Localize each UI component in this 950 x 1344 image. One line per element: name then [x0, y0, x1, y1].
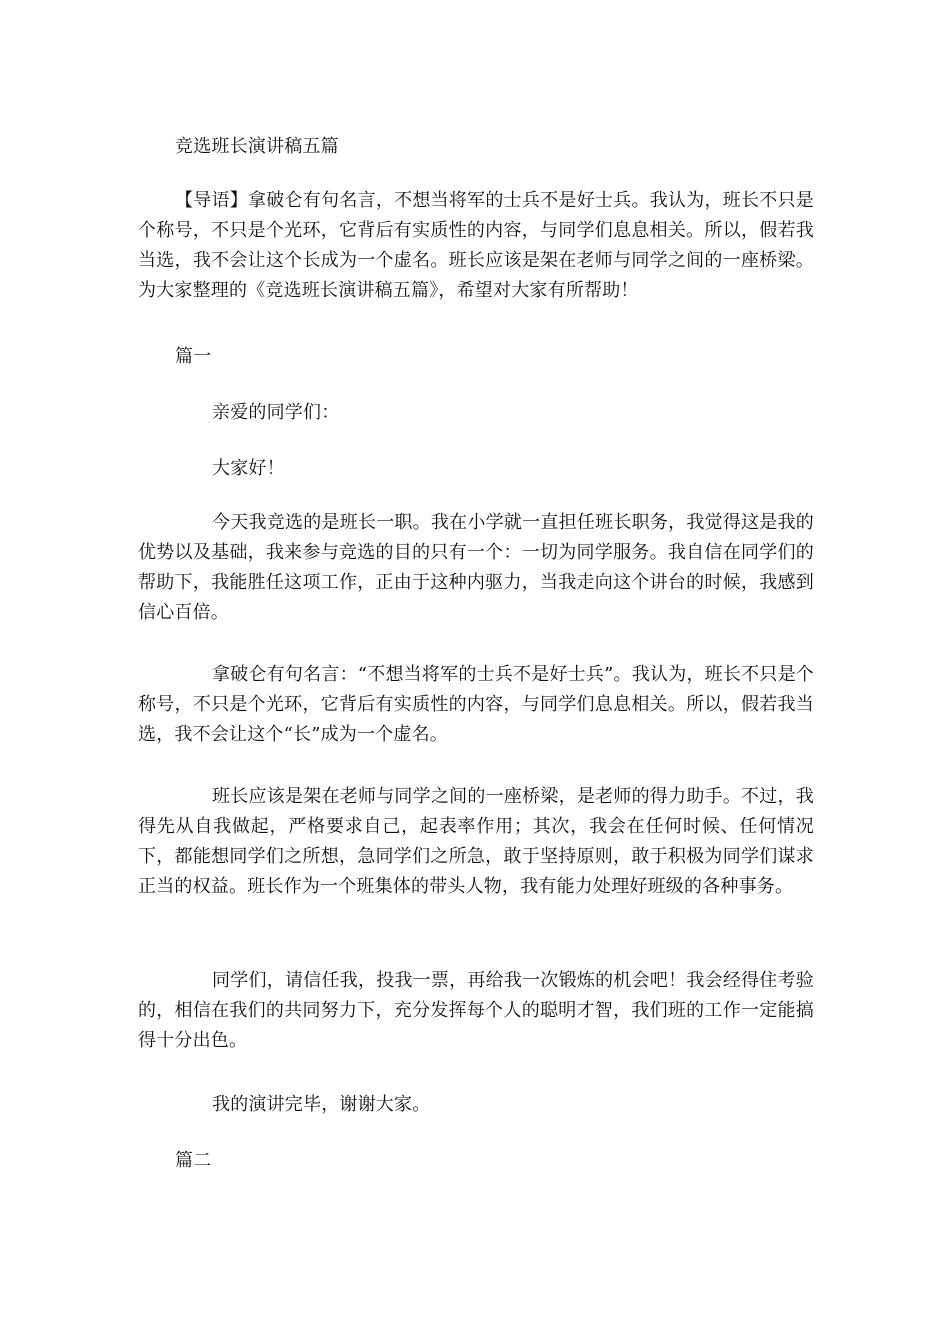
document-title: 竞选班长演讲稿五篇 [175, 136, 339, 157]
greeting: 大家好！ [212, 458, 285, 479]
section-heading-2: 篇二 [175, 1150, 212, 1171]
body-paragraph: 同学们，请信任我，投我一票，再给我一次锻炼的机会吧！我会经得住考验的，相信在我们的共同努力下，充分发挥每个人的聪明才智，我们班的工作一定能搞得十分出色。 [138, 970, 814, 1051]
closing-line: 我的演讲完毕，谢谢大家。 [212, 1094, 431, 1115]
body-paragraph: 班长应该是架在老师与同学之间的一座桥梁，是老师的得力助手。不过，我得先从自我做起，严格要求自己，起表率作用；其次，我会在任何时候、任何情况下，都能想同学们之所想，急同学们之所急，敢于坚持原则，敢于积极为同学们谋求正当的权益。班长作为一个班集体的带头人物，我有能力处理好班级的各种事务。 [138, 786, 814, 897]
body-paragraph: 今天我竞选的是班长一职。我在小学就一直担任班长职务，我觉得这是我的优势以及基础，我来参与竞选的目的只有一个：一切为同学服务。我自信在同学们的帮助下，我能胜任这项工作，正由于这种内驱力，当我走向这个讲台的时候，我感到信心百倍。 [138, 512, 814, 623]
body-paragraph: 拿破仑有句名言：“不想当将军的士兵不是好士兵”。我认为，班长不只是个称号，不只是个光环，它背后有实质性的内容，与同学们息息相关。所以，假若我当选，我不会让这个“长”成为一个虚名。 [138, 664, 814, 745]
salutation: 亲爱的同学们： [212, 402, 340, 423]
intro-paragraph: 【导语】拿破仑有句名言，不想当将军的士兵不是好士兵。我认为，班长不只是个称号，不只是个光环，它背后有实质性的内容，与同学们息息相关。所以，假若我当选，我不会让这个长成为一个虚名。班长应该是架在老师与同学之间的一座桥梁。为大家整理的《竞选班长演讲稿五篇》，希望对大家有所帮助！ [138, 190, 814, 301]
section-heading-1: 篇一 [175, 346, 212, 367]
